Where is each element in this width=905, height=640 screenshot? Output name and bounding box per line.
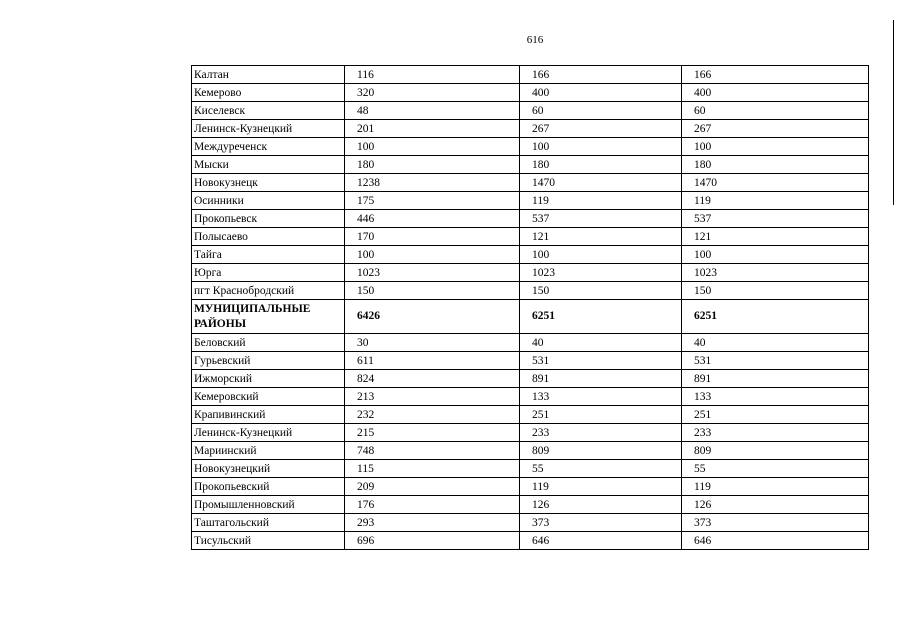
value-cell-1: 150 (345, 282, 520, 300)
municipality-name-cell: Мыски (192, 156, 345, 174)
page-edge-divider (893, 20, 894, 205)
data-table (191, 65, 869, 550)
value-cell-2: 100 (520, 138, 682, 156)
value-cell-1: 446 (345, 210, 520, 228)
value-cell-3: 119 (682, 478, 869, 496)
table-row (192, 442, 869, 460)
value-cell-2: 373 (520, 514, 682, 532)
value-cell-1: 170 (345, 228, 520, 246)
table-row (192, 66, 869, 84)
table-row (192, 514, 869, 532)
value-cell-3: 233 (682, 424, 869, 442)
table-row (192, 406, 869, 424)
value-cell-3: 100 (682, 246, 869, 264)
table-row (192, 174, 869, 192)
value-cell-2: 6251 (520, 300, 682, 334)
value-cell-3: 6251 (682, 300, 869, 334)
value-cell-2: 180 (520, 156, 682, 174)
table-row (192, 388, 869, 406)
municipality-name-cell: Полысаево (192, 228, 345, 246)
municipality-name-cell: Таштагольский (192, 514, 345, 532)
value-cell-2: 646 (520, 532, 682, 550)
value-cell-2: 267 (520, 120, 682, 138)
value-cell-1: 213 (345, 388, 520, 406)
value-cell-3: 100 (682, 138, 869, 156)
table-row (192, 478, 869, 496)
table-row (192, 138, 869, 156)
municipality-name-cell: Беловский (192, 334, 345, 352)
value-cell-1: 30 (345, 334, 520, 352)
municipality-name-cell: Прокопьевск (192, 210, 345, 228)
value-cell-1: 100 (345, 246, 520, 264)
value-cell-2: 251 (520, 406, 682, 424)
value-cell-1: 176 (345, 496, 520, 514)
value-cell-1: 116 (345, 66, 520, 84)
municipality-name-cell: Ленинск-Кузнецкий (192, 424, 345, 442)
municipality-name-cell: Новокузнецк (192, 174, 345, 192)
municipality-name-cell: Ленинск-Кузнецкий (192, 120, 345, 138)
table-body (192, 66, 869, 550)
table-row (192, 84, 869, 102)
value-cell-1: 611 (345, 352, 520, 370)
value-cell-3: 40 (682, 334, 869, 352)
value-cell-3: 150 (682, 282, 869, 300)
value-cell-3: 891 (682, 370, 869, 388)
value-cell-2: 537 (520, 210, 682, 228)
table-row (192, 352, 869, 370)
value-cell-1: 748 (345, 442, 520, 460)
value-cell-3: 119 (682, 192, 869, 210)
table-row (192, 334, 869, 352)
value-cell-1: 209 (345, 478, 520, 496)
table-row (192, 282, 869, 300)
value-cell-1: 824 (345, 370, 520, 388)
table-row (192, 102, 869, 120)
table-row (192, 210, 869, 228)
table-row (192, 370, 869, 388)
value-cell-2: 531 (520, 352, 682, 370)
municipality-name-cell: Гурьевский (192, 352, 345, 370)
value-cell-3: 126 (682, 496, 869, 514)
municipality-name-cell: МУНИЦИПАЛЬНЫЕ РАЙОНЫ (192, 300, 345, 334)
value-cell-1: 175 (345, 192, 520, 210)
municipality-name-cell: Кемерово (192, 84, 345, 102)
table-row (192, 264, 869, 282)
value-cell-2: 891 (520, 370, 682, 388)
value-cell-1: 215 (345, 424, 520, 442)
municipality-name-cell: Тайга (192, 246, 345, 264)
value-cell-2: 1470 (520, 174, 682, 192)
value-cell-2: 119 (520, 192, 682, 210)
table-row (192, 228, 869, 246)
value-cell-1: 48 (345, 102, 520, 120)
value-cell-3: 809 (682, 442, 869, 460)
municipality-name-cell: Мариинский (192, 442, 345, 460)
value-cell-3: 121 (682, 228, 869, 246)
municipality-name-cell: Киселевск (192, 102, 345, 120)
municipality-name-cell: Крапивинский (192, 406, 345, 424)
table-row (192, 192, 869, 210)
value-cell-3: 166 (682, 66, 869, 84)
value-cell-1: 293 (345, 514, 520, 532)
table-row (192, 300, 869, 334)
table-row (192, 246, 869, 264)
value-cell-3: 537 (682, 210, 869, 228)
municipality-name-cell: Юрга (192, 264, 345, 282)
value-cell-3: 55 (682, 460, 869, 478)
value-cell-1: 1023 (345, 264, 520, 282)
value-cell-2: 1023 (520, 264, 682, 282)
value-cell-2: 133 (520, 388, 682, 406)
value-cell-2: 400 (520, 84, 682, 102)
value-cell-1: 201 (345, 120, 520, 138)
municipality-name-cell: Прокопьевский (192, 478, 345, 496)
value-cell-2: 40 (520, 334, 682, 352)
municipality-name-cell: Промышленновский (192, 496, 345, 514)
value-cell-3: 531 (682, 352, 869, 370)
value-cell-1: 696 (345, 532, 520, 550)
table-row (192, 532, 869, 550)
municipality-name-cell: Кемеровский (192, 388, 345, 406)
value-cell-2: 126 (520, 496, 682, 514)
municipality-name-cell: Тисульский (192, 532, 345, 550)
value-cell-1: 100 (345, 138, 520, 156)
value-cell-2: 119 (520, 478, 682, 496)
value-cell-1: 320 (345, 84, 520, 102)
value-cell-3: 400 (682, 84, 869, 102)
table-row (192, 496, 869, 514)
table-row (192, 460, 869, 478)
value-cell-1: 232 (345, 406, 520, 424)
value-cell-2: 121 (520, 228, 682, 246)
value-cell-2: 55 (520, 460, 682, 478)
value-cell-1: 115 (345, 460, 520, 478)
value-cell-2: 150 (520, 282, 682, 300)
table-row (192, 156, 869, 174)
value-cell-1: 180 (345, 156, 520, 174)
value-cell-3: 1023 (682, 264, 869, 282)
value-cell-3: 251 (682, 406, 869, 424)
value-cell-2: 100 (520, 246, 682, 264)
municipality-name-cell: Новокузнецкий (192, 460, 345, 478)
value-cell-3: 60 (682, 102, 869, 120)
value-cell-3: 373 (682, 514, 869, 532)
value-cell-1: 1238 (345, 174, 520, 192)
municipality-name-cell: Ижморский (192, 370, 345, 388)
value-cell-2: 166 (520, 66, 682, 84)
value-cell-3: 180 (682, 156, 869, 174)
value-cell-1: 6426 (345, 300, 520, 334)
municipality-name-cell: Междуреченск (192, 138, 345, 156)
value-cell-3: 646 (682, 532, 869, 550)
municipality-name-cell: пгт Краснобродский (192, 282, 345, 300)
table-row (192, 120, 869, 138)
municipality-name-cell: Осинники (192, 192, 345, 210)
value-cell-3: 133 (682, 388, 869, 406)
value-cell-2: 809 (520, 442, 682, 460)
page-number: 616 (526, 34, 544, 46)
value-cell-3: 1470 (682, 174, 869, 192)
table-row (192, 424, 869, 442)
value-cell-2: 233 (520, 424, 682, 442)
value-cell-2: 60 (520, 102, 682, 120)
municipality-name-cell: Калтан (192, 66, 345, 84)
value-cell-3: 267 (682, 120, 869, 138)
